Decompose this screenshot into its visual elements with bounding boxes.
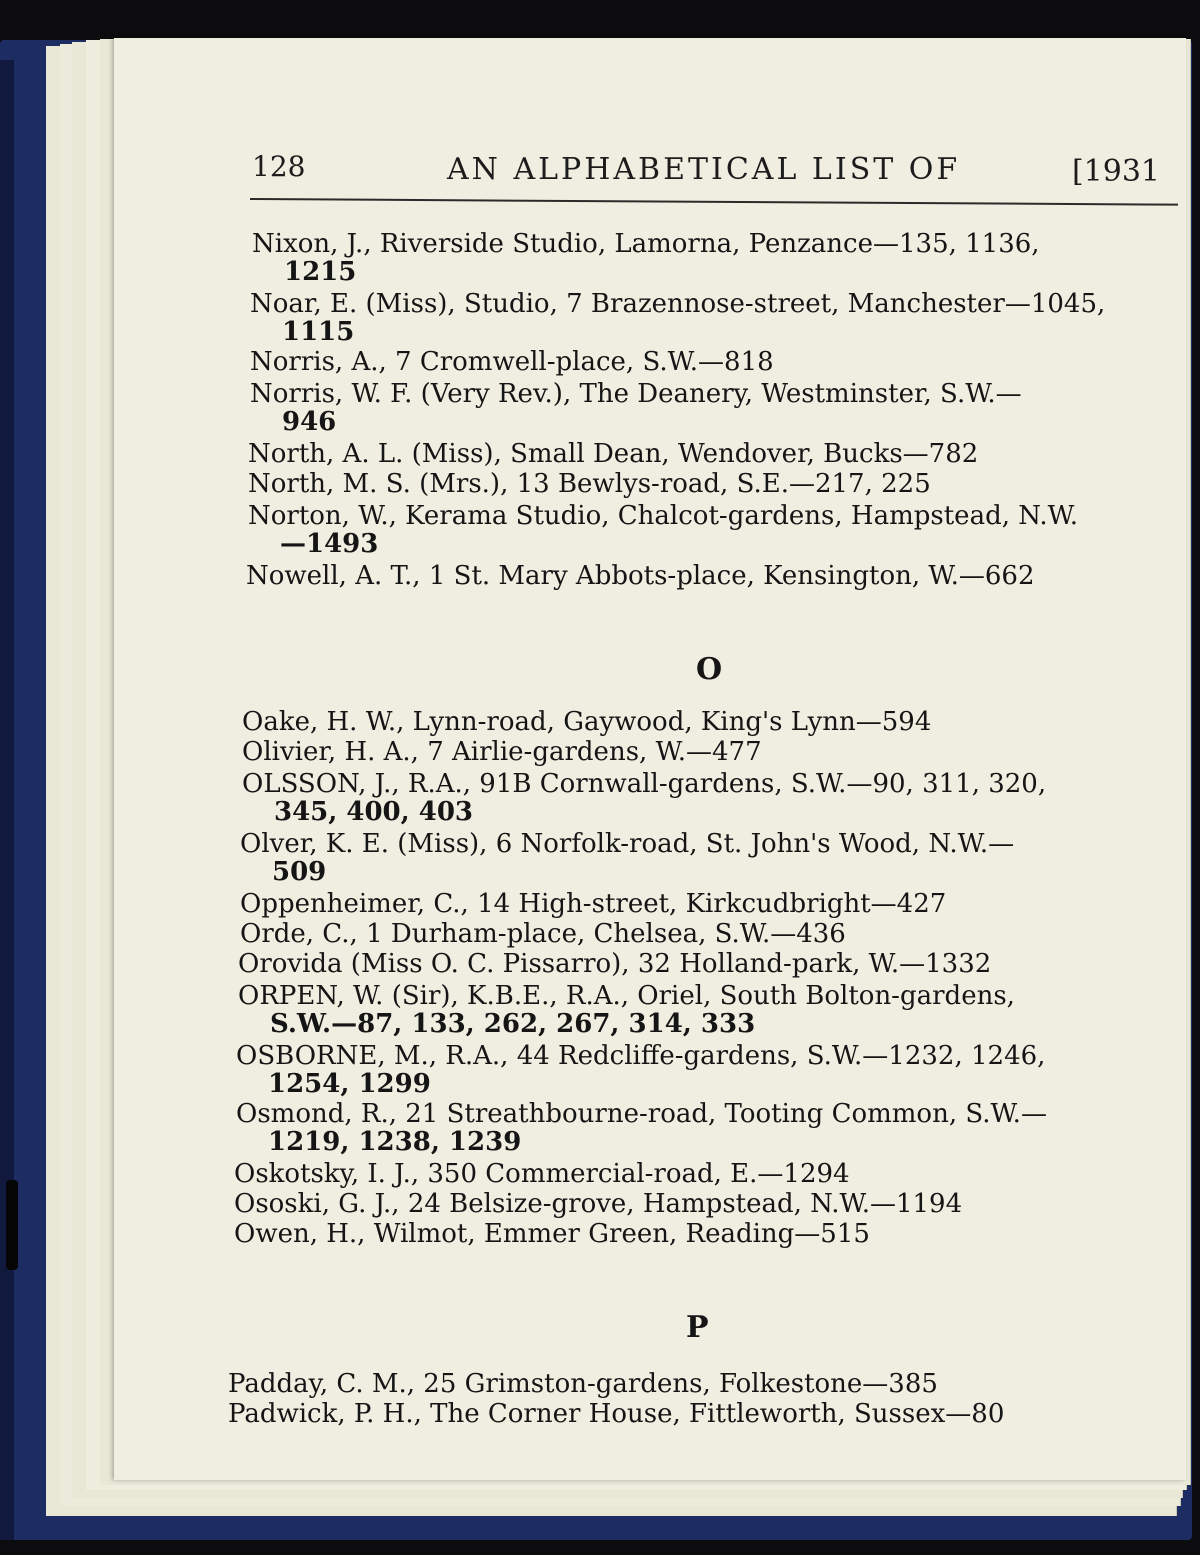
entry-line: Osmond, R., 21 Streathbourne-road, Tooting Common, S.W.— xyxy=(236,1099,1047,1129)
list-item xyxy=(234,1190,962,1218)
entry-line: 1219, 1238, 1239 xyxy=(268,1127,522,1157)
entry-line: 946 xyxy=(282,407,337,437)
entry-line: Ososki, G. J., 24 Belsize-grove, Hampstead, N.W.—1194 xyxy=(234,1189,963,1219)
header-year: [1931 xyxy=(1071,154,1160,189)
entry-line: —1493 xyxy=(280,529,379,559)
list-item xyxy=(238,982,1015,1038)
section-letter-o: O xyxy=(696,652,723,687)
entry-line: Owen, H., Wilmot, Emmer Green, Reading—515 xyxy=(234,1219,870,1249)
entry-line: Oppenheimer, C., 14 High-street, Kirkcudbright—427 xyxy=(240,889,947,919)
entry-line: 1115 xyxy=(282,317,355,347)
list-item xyxy=(236,1100,1047,1156)
entry-line: OLSSON, J., R.A., 91B Cornwall-gardens, S.W.—90, 311, 320, xyxy=(242,769,1047,799)
entry-line: Nixon, J., Riverside Studio, Lamorna, Penzance—135, 1136, xyxy=(252,229,1040,259)
list-item xyxy=(248,440,978,468)
entry-line: Oake, H. W., Lynn-road, Gaywood, King's Lynn—594 xyxy=(242,707,932,737)
list-item xyxy=(234,1160,850,1188)
entry-line: Padday, C. M., 25 Grimston-gardens, Folkestone—385 xyxy=(228,1369,938,1399)
entry-line: Orde, C., 1 Durham-place, Chelsea, S.W.—436 xyxy=(240,919,846,949)
page-title: AN ALPHABETICAL LIST OF xyxy=(447,152,961,187)
entry-line: Olivier, H. A., 7 Airlie-gardens, W.—477 xyxy=(242,737,762,767)
entry-line: Nowell, A. T., 1 St. Mary Abbots-place, Kensington, W.—662 xyxy=(246,561,1035,591)
list-item xyxy=(248,470,931,498)
entry-line: North, A. L. (Miss), Small Dean, Wendover, Bucks—782 xyxy=(248,439,979,469)
list-item xyxy=(242,738,762,766)
list-item xyxy=(250,348,774,376)
list-item xyxy=(234,1220,870,1248)
list-item xyxy=(228,1400,1004,1428)
list-item xyxy=(242,770,1046,826)
list-item xyxy=(238,950,991,978)
list-item xyxy=(240,890,946,918)
entry-line: Norris, W. F. (Very Rev.), The Deanery, Westminster, S.W.— xyxy=(250,379,1022,409)
list-item xyxy=(242,708,931,736)
list-item xyxy=(240,920,846,948)
list-item xyxy=(240,830,1014,886)
entry-line: Padwick, P. H., The Corner House, Fittleworth, Sussex—80 xyxy=(228,1399,1005,1429)
entry-line: ORPEN, W. (Sir), K.B.E., R.A., Oriel, South Bolton-gardens, xyxy=(238,981,1015,1011)
list-item xyxy=(246,562,1035,590)
entry-line: S.W.—87, 133, 262, 267, 314, 333 xyxy=(270,1009,756,1039)
list-item xyxy=(252,230,1040,286)
entry-line: North, M. S. (Mrs.), 13 Bewlys-road, S.E.—217, 225 xyxy=(248,469,931,499)
entry-line: Noar, E. (Miss), Studio, 7 Brazennose-street, Manchester—1045, xyxy=(250,289,1106,319)
section-letter-p: P xyxy=(686,1310,709,1345)
list-item xyxy=(228,1370,938,1398)
entry-line: 345, 400, 403 xyxy=(274,797,474,827)
entry-line: Oskotsky, I. J., 350 Commercial-road, E.—1294 xyxy=(234,1159,850,1189)
list-item xyxy=(250,380,1022,436)
entry-line: Orovida (Miss O. C. Pissarro), 32 Holland-park, W.—1332 xyxy=(238,949,992,979)
list-item xyxy=(250,290,1105,346)
list-item xyxy=(236,1042,1045,1098)
page-number: 128 xyxy=(252,150,306,183)
entry-line: 509 xyxy=(272,857,327,887)
entry-line: Norris, A., 7 Cromwell-place, S.W.—818 xyxy=(250,347,774,377)
list-item xyxy=(248,502,1078,558)
entry-line: 1215 xyxy=(284,257,357,287)
entry-line: 1254, 1299 xyxy=(268,1069,431,1099)
entry-line: Olver, K. E. (Miss), 6 Norfolk-road, St. John's Wood, N.W.— xyxy=(240,829,1015,859)
entry-line: Norton, W., Kerama Studio, Chalcot-gardens, Hampstead, N.W. xyxy=(248,501,1079,531)
entry-line: OSBORNE, M., R.A., 44 Redcliffe-gardens, S.W.—1232, 1246, xyxy=(236,1041,1046,1071)
